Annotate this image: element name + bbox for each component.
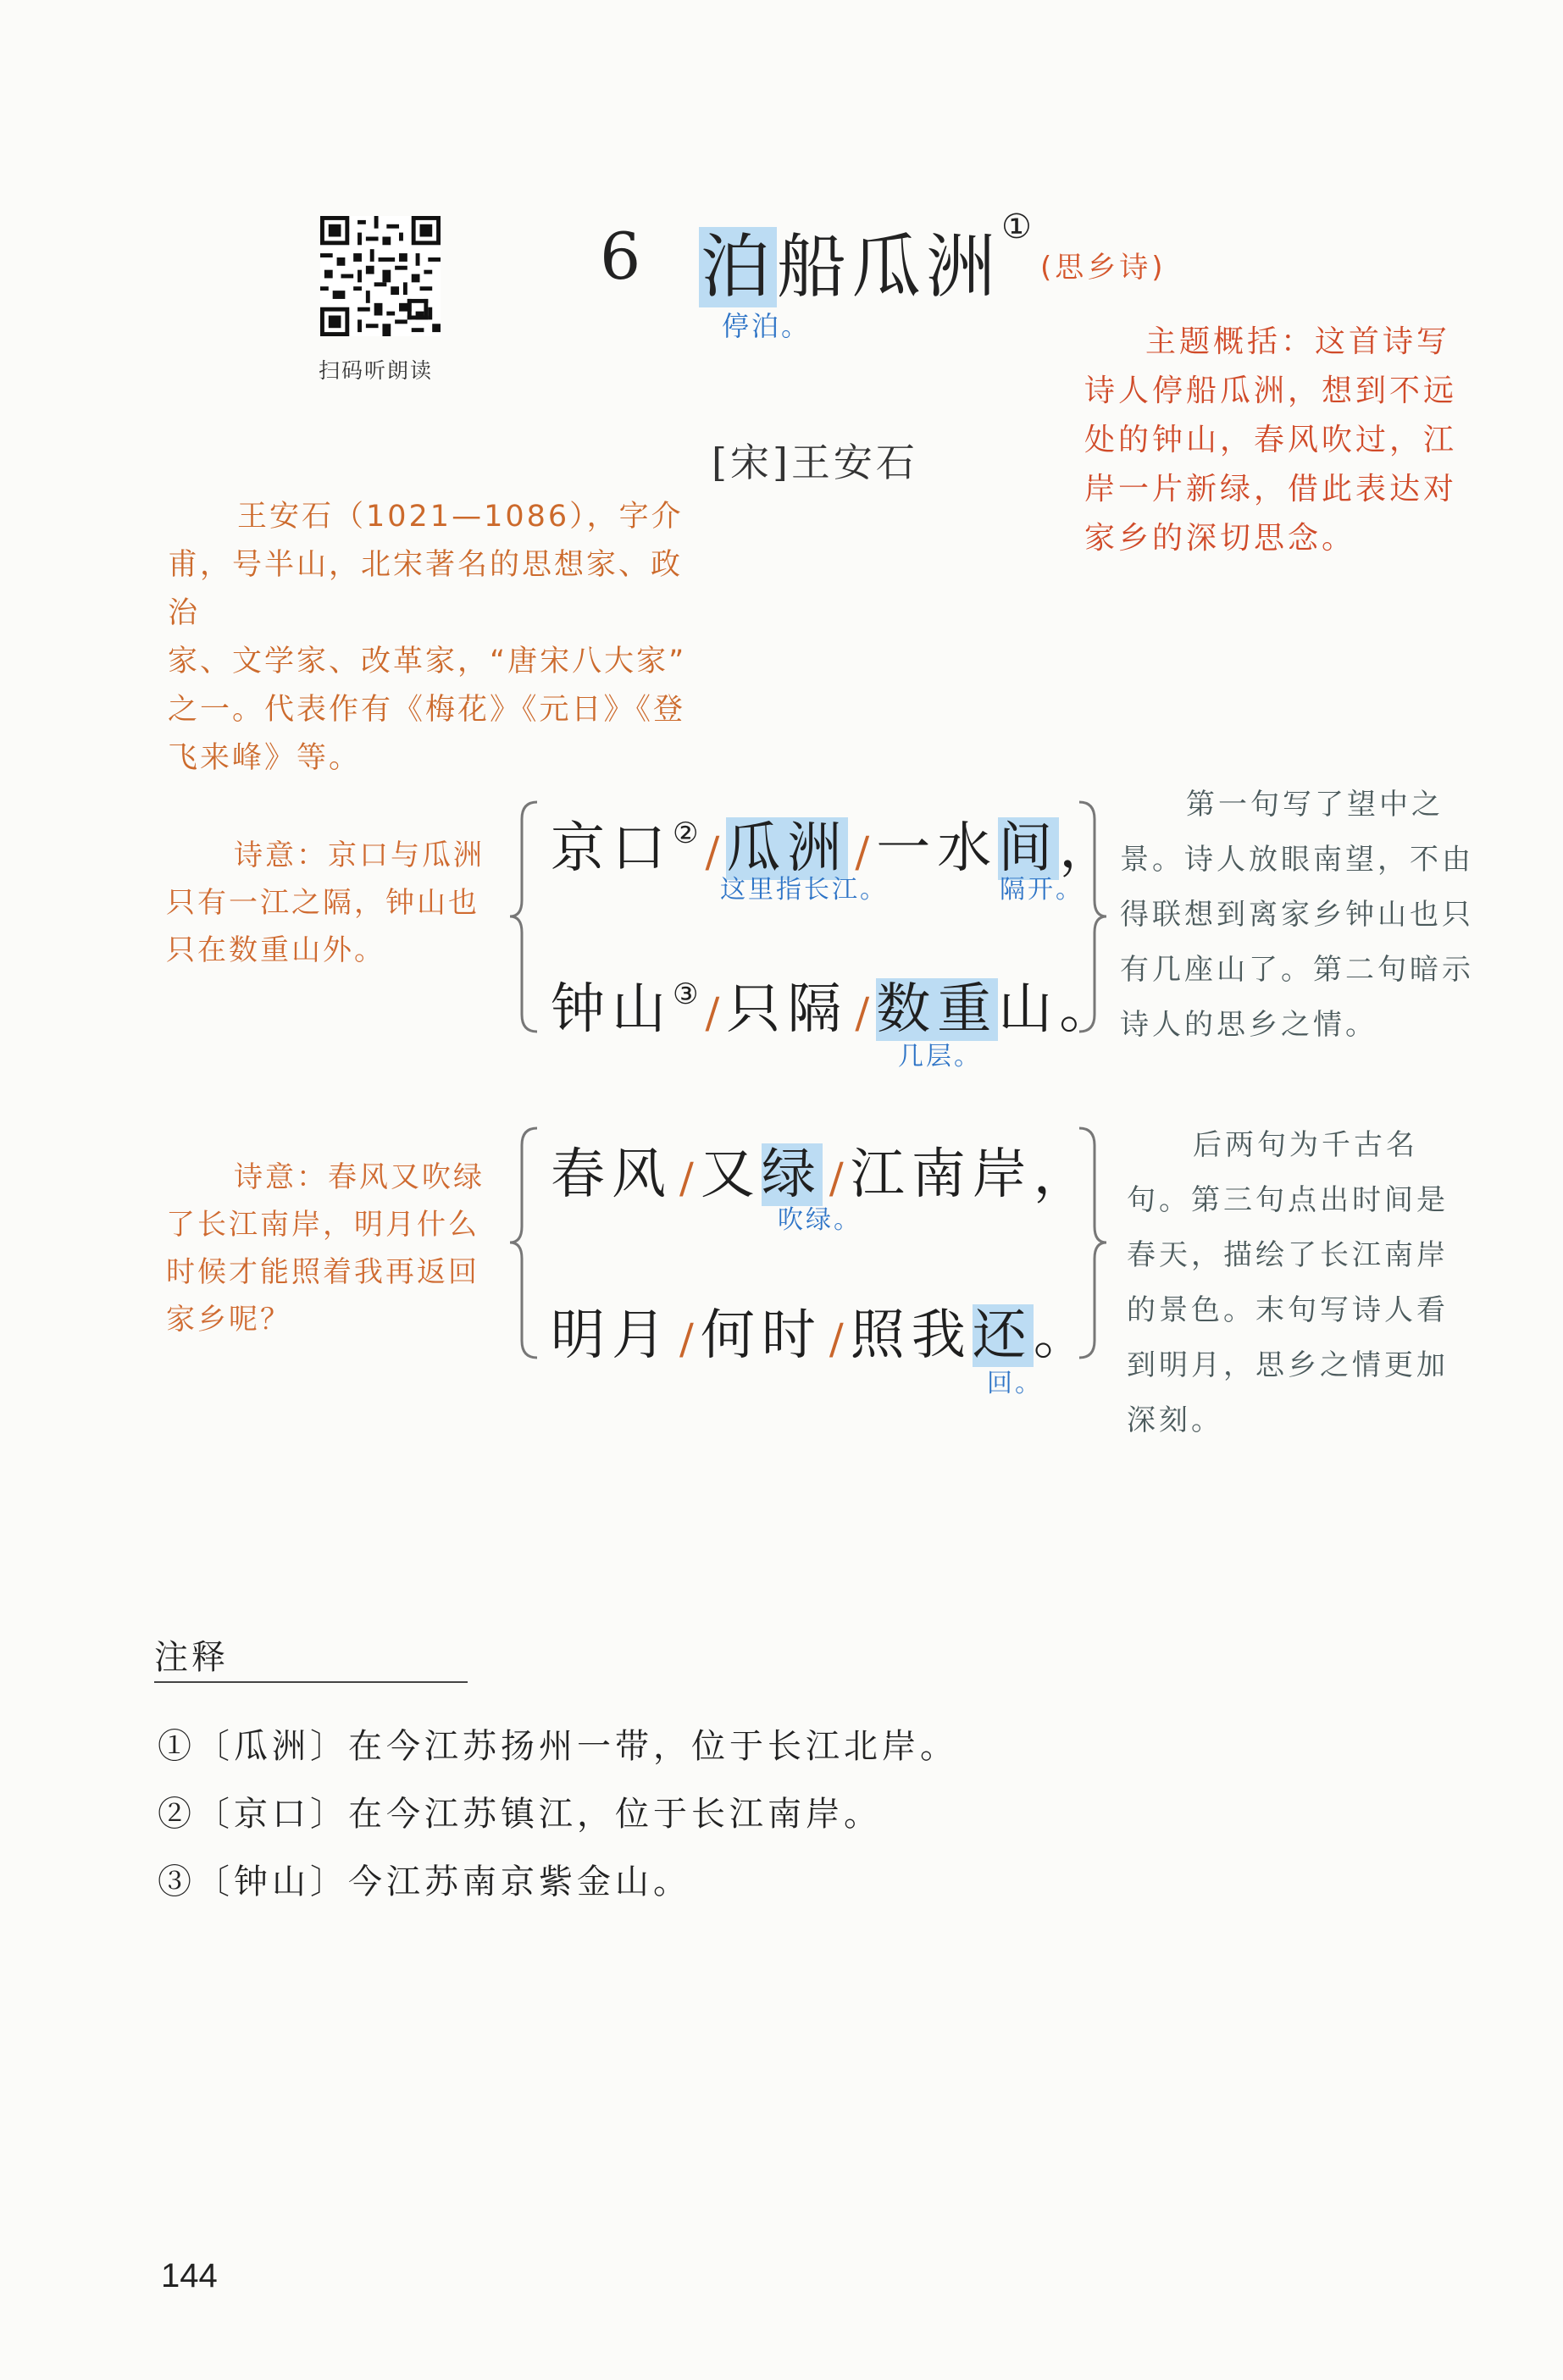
commentary-line: 的景色。末句写诗人看 bbox=[1127, 1293, 1449, 1327]
note-item: ①〔瓜洲〕在今江苏扬州一带，位于长江北岸。 bbox=[158, 1727, 958, 1766]
slash: / bbox=[679, 1315, 694, 1364]
meaning-line: 只有一江之隔，钟山也 bbox=[166, 886, 479, 920]
phrase: 钟山 bbox=[551, 978, 673, 1041]
title-gloss: 停泊。 bbox=[722, 310, 812, 342]
commentary-line: 深刻。 bbox=[1127, 1403, 1223, 1437]
poem-line-2 bbox=[551, 966, 1120, 1043]
slash: / bbox=[855, 988, 870, 1038]
bio-line: 飞来峰》等。 bbox=[168, 741, 362, 775]
commentary-line: 到明月，思乡之情更加 bbox=[1127, 1348, 1449, 1382]
gloss-guazhou: 这里指长江。 bbox=[720, 875, 888, 905]
commentary-line: 有几座山了。第二句暗示 bbox=[1120, 953, 1474, 987]
stanza1-meaning bbox=[166, 832, 513, 974]
theme-line: 主题概括：这首诗写 bbox=[1145, 324, 1451, 359]
commentary-line: 后两句为千古名 bbox=[1193, 1128, 1418, 1162]
theme-line: 岸一片新绿，借此表达对 bbox=[1084, 472, 1458, 506]
phrase: 只隔 bbox=[726, 978, 849, 1041]
meaning-line: 家乡呢？ bbox=[166, 1303, 291, 1337]
bio-line: 甫，号半山，北宋著名的思想家、政治 bbox=[168, 548, 684, 630]
author-bio bbox=[168, 493, 701, 783]
poem-author: [宋]王安石 bbox=[712, 440, 918, 485]
notes-divider bbox=[154, 1681, 468, 1683]
phrase-highlight: 瓜洲 bbox=[726, 817, 849, 880]
phrase: 照我 bbox=[850, 1304, 973, 1367]
phrase: 江南岸 bbox=[850, 1143, 1034, 1206]
commentary-line: 句。第三句点出时间是 bbox=[1127, 1183, 1449, 1217]
title-genre: (思乡诗) bbox=[1040, 251, 1167, 285]
gloss-huan: 回。 bbox=[987, 1369, 1043, 1398]
note-marker: ③ bbox=[673, 977, 699, 1011]
punctuation: 。 bbox=[1033, 1304, 1095, 1367]
note-marker: ② bbox=[673, 816, 699, 850]
gloss-shuchong: 几层。 bbox=[898, 1042, 982, 1071]
phrase-highlight: 绿 bbox=[761, 1143, 823, 1206]
phrase: 何时 bbox=[700, 1304, 823, 1367]
slash: / bbox=[855, 827, 870, 877]
commentary-line: 诗人的思乡之情。 bbox=[1120, 1008, 1377, 1042]
meaning-line: 只在数重山外。 bbox=[166, 933, 385, 967]
theme-line: 家乡的深切思念。 bbox=[1084, 521, 1356, 556]
phrase: 又 bbox=[700, 1143, 762, 1206]
phrase-highlight: 间 bbox=[998, 817, 1060, 880]
phrase: 山 bbox=[998, 978, 1060, 1041]
phrase: 京口 bbox=[551, 817, 673, 880]
punctuation: ， bbox=[1059, 817, 1121, 880]
meaning-line: 诗意：京口与瓜洲 bbox=[234, 839, 485, 872]
bio-line: 王安石（1021—1086），字介 bbox=[237, 500, 684, 534]
slash: / bbox=[829, 1154, 844, 1203]
slash: / bbox=[705, 827, 720, 877]
meaning-line: 时候才能照着我再返回 bbox=[166, 1255, 479, 1289]
lesson-number: 6 bbox=[600, 219, 641, 294]
left-brace bbox=[507, 1126, 540, 1359]
page-number: 144 bbox=[161, 2257, 218, 2294]
title-note-marker: ① bbox=[1001, 208, 1032, 246]
poem-line-4 bbox=[551, 1292, 1095, 1370]
theme-line: 诗人停船瓜洲，想到不远 bbox=[1084, 374, 1458, 408]
slash: / bbox=[679, 1154, 694, 1203]
punctuation: 。 bbox=[1059, 978, 1121, 1041]
stanza2-commentary bbox=[1127, 1118, 1508, 1448]
lesson-title bbox=[699, 212, 1000, 311]
stanza2-meaning bbox=[166, 1154, 513, 1343]
theme-summary bbox=[1084, 318, 1491, 563]
notes-heading: 注释 bbox=[154, 1638, 229, 1677]
qr-label: 扫码听朗读 bbox=[319, 358, 434, 383]
punctuation: ， bbox=[1033, 1143, 1095, 1206]
commentary-line: 春天，描绘了长江南岸 bbox=[1127, 1238, 1449, 1272]
commentary-line: 景。诗人放眼南望，不由 bbox=[1120, 843, 1474, 877]
phrase: 明月 bbox=[551, 1304, 673, 1367]
poem-line-3 bbox=[551, 1131, 1095, 1209]
qr-code[interactable] bbox=[320, 216, 441, 336]
note-item: ③〔钟山〕今江苏南京紫金山。 bbox=[158, 1862, 691, 1901]
title-rest: 船瓜洲 bbox=[777, 227, 1001, 307]
note-item: ②〔京口〕在今江苏镇江，位于长江南岸。 bbox=[158, 1795, 882, 1834]
left-brace bbox=[507, 800, 540, 1033]
slash: / bbox=[705, 988, 720, 1038]
commentary-line: 第一句写了望中之 bbox=[1186, 788, 1444, 822]
bio-line: 之一。代表作有《梅花》《元日》《登 bbox=[168, 693, 686, 727]
bio-line: 家、文学家、改革家，“唐宋八大家” bbox=[168, 645, 687, 678]
phrase-highlight: 还 bbox=[972, 1304, 1034, 1367]
meaning-line: 了长江南岸，明月什么 bbox=[166, 1208, 479, 1242]
meaning-line: 诗意：春风又吹绿 bbox=[234, 1160, 485, 1194]
phrase: 春风 bbox=[551, 1143, 673, 1206]
gloss-jian: 隔开。 bbox=[1000, 875, 1084, 905]
phrase: 一水 bbox=[876, 817, 999, 880]
stanza1-commentary bbox=[1120, 778, 1501, 1053]
phrase-highlight: 数重 bbox=[876, 978, 999, 1041]
gloss-lv: 吹绿。 bbox=[778, 1205, 862, 1235]
commentary-line: 得联想到离家乡钟山也只 bbox=[1120, 898, 1474, 932]
theme-line: 处的钟山，春风吹过，江 bbox=[1084, 423, 1458, 457]
title-highlight: 泊 bbox=[701, 227, 776, 307]
slash: / bbox=[829, 1315, 844, 1364]
